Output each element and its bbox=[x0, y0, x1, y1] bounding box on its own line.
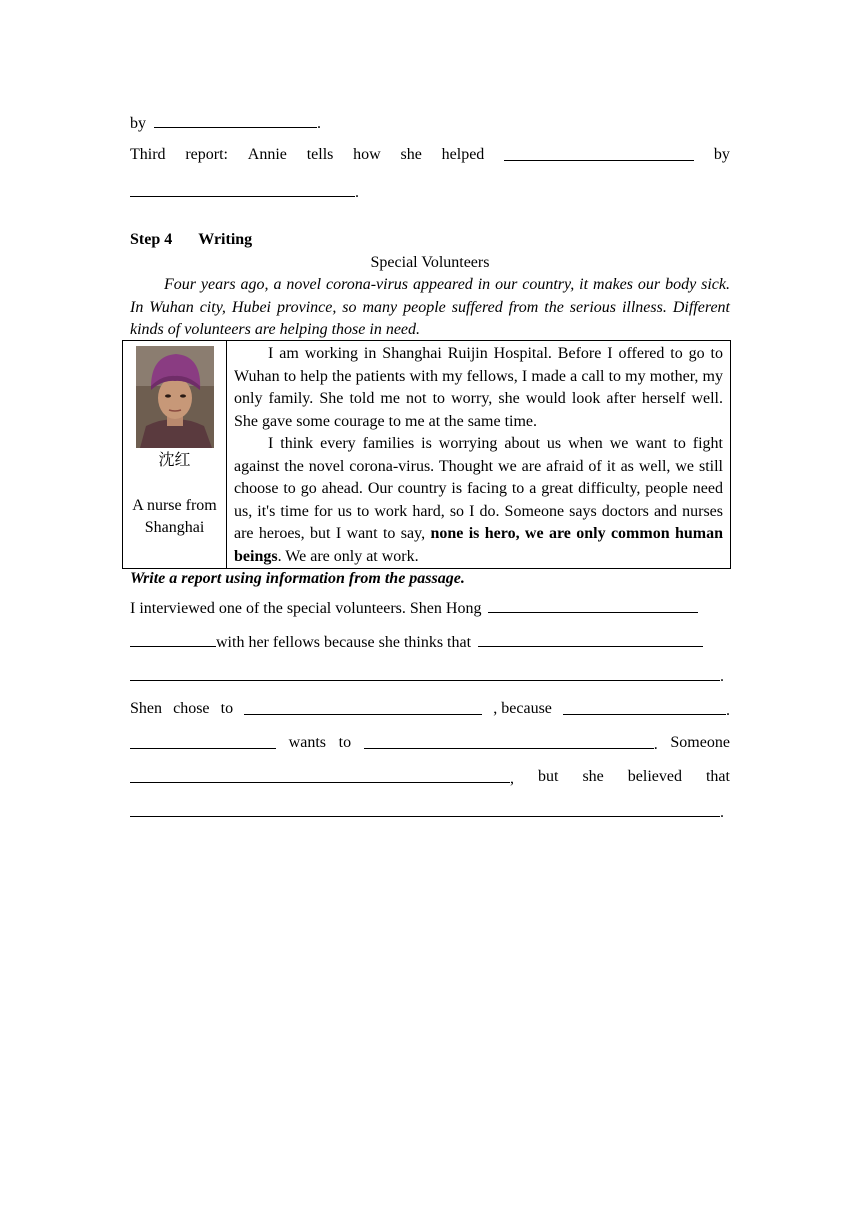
story-paragraph-1 bbox=[234, 343, 723, 433]
report-text: with her fellows because she thinks that bbox=[216, 634, 472, 651]
answer-blank[interactable] bbox=[244, 699, 482, 715]
third-report-line bbox=[130, 145, 730, 165]
report-line-7 bbox=[130, 801, 730, 823]
report-line-1 bbox=[130, 597, 730, 619]
word: how bbox=[353, 146, 381, 163]
answer-blank[interactable] bbox=[130, 801, 720, 817]
answer-blank[interactable] bbox=[478, 631, 703, 647]
answer-blank[interactable] bbox=[364, 733, 654, 749]
comma: , bbox=[510, 770, 514, 787]
task-instruction: Write a report using information from the passage. bbox=[130, 570, 465, 587]
third-report-line-2 bbox=[130, 181, 730, 203]
report-line-6 bbox=[130, 767, 730, 789]
volunteer-table bbox=[122, 340, 731, 569]
volunteer-role-line1: A nurse from bbox=[132, 496, 217, 514]
report-line-by bbox=[130, 112, 730, 134]
step-label: Step 4 bbox=[130, 231, 173, 248]
word: Annie bbox=[247, 146, 287, 163]
volunteer-name: 沈红 bbox=[158, 452, 191, 469]
volunteer-story-cell bbox=[227, 341, 731, 569]
answer-blank[interactable] bbox=[130, 767, 510, 783]
article-heading: Special Volunteers bbox=[370, 254, 490, 271]
report-line-3 bbox=[130, 665, 730, 687]
word: wants bbox=[288, 734, 326, 751]
by-word: by bbox=[130, 115, 146, 132]
answer-blank[interactable] bbox=[130, 181, 355, 197]
answer-blank[interactable] bbox=[563, 699, 726, 715]
word: helped bbox=[441, 146, 485, 163]
period: . bbox=[355, 184, 359, 201]
step-title: Writing bbox=[198, 231, 253, 248]
period: . bbox=[317, 115, 321, 132]
word: she bbox=[582, 768, 604, 785]
word: she bbox=[400, 146, 422, 163]
word: that bbox=[705, 768, 730, 785]
intro-text: Four years ago, a novel corona-virus appeared in our country, it makes our body sick. In Wuhan city, Hubei province, so many people suffered from the serious illness. Different kinds of volunteers are helping those in need. bbox=[130, 276, 730, 338]
report-text: I interviewed one of the special volunteers. Shen Hong bbox=[130, 600, 482, 617]
nurse-portrait-icon bbox=[136, 346, 214, 448]
word: Shen bbox=[130, 700, 162, 717]
answer-blank[interactable] bbox=[130, 665, 720, 681]
answer-blank[interactable] bbox=[488, 597, 698, 613]
answer-blank[interactable] bbox=[154, 112, 317, 128]
period: . bbox=[720, 668, 724, 685]
story-bold-text: none is hero, we are only common human beings bbox=[234, 525, 723, 565]
answer-blank[interactable] bbox=[504, 145, 694, 161]
report-line-2 bbox=[130, 631, 730, 653]
story-text: I am working in Shanghai Ruijin Hospital. Before I offered to go to Wuhan to help the patients with my fellows, I made a call to my mother, my only family. She told me not to worry, she would look after herself well. She gave some courage to me at the same time. bbox=[234, 345, 723, 430]
volunteer-role-line2: Shanghai bbox=[144, 519, 205, 536]
article-intro bbox=[130, 274, 730, 342]
word: chose bbox=[173, 700, 210, 717]
answer-blank[interactable] bbox=[130, 631, 216, 647]
word: believed bbox=[627, 768, 682, 785]
word: by bbox=[713, 146, 730, 163]
step-heading bbox=[130, 230, 730, 250]
period: . bbox=[653, 736, 658, 753]
story-paragraph-2 bbox=[234, 433, 723, 568]
period: . bbox=[720, 804, 724, 821]
word: , because bbox=[493, 700, 552, 717]
word: to bbox=[338, 734, 352, 751]
report-line-5 bbox=[130, 733, 730, 755]
period: . bbox=[726, 702, 730, 719]
story-text: I think every families is worrying about us when we want to fight against the novel corona-virus. Thought we are afraid of it as well, we still choose to go ahead. Our country is facing to a great difficulty, people need us, it's time for us to work hard, so I do. Someone says doctors and nurses are heroes, but I want to say, bbox=[234, 435, 723, 542]
word: report: bbox=[185, 146, 228, 163]
story-text: . We are only at work. bbox=[277, 547, 419, 565]
word: to bbox=[220, 700, 234, 717]
volunteer-profile-cell bbox=[123, 341, 227, 569]
word: tells bbox=[306, 146, 334, 163]
word: Someone bbox=[670, 734, 730, 751]
word: but bbox=[538, 768, 559, 785]
word: Third bbox=[130, 146, 166, 163]
answer-blank[interactable] bbox=[130, 733, 276, 749]
report-line-4 bbox=[130, 699, 730, 721]
